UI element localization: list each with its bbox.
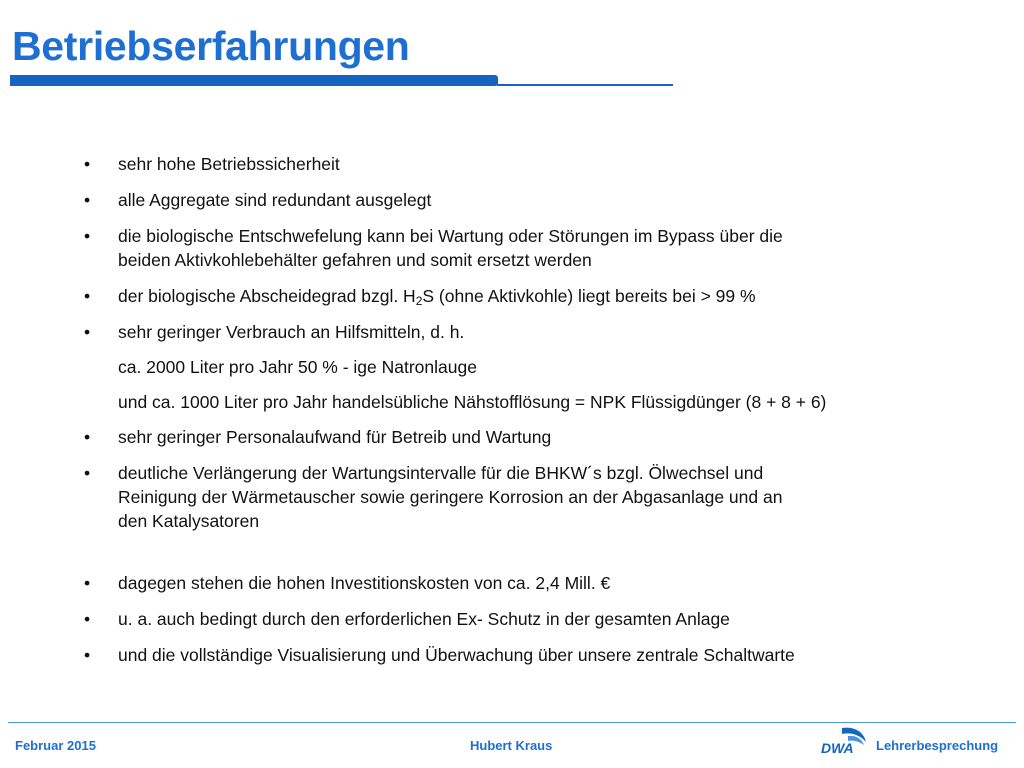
bullet-icon: • (84, 286, 91, 306)
sub-item-text: ca. 2000 Liter pro Jahr 50 % - ige Natronlauge (118, 357, 477, 377)
bullet-icon: • (84, 645, 91, 665)
bullet-item (84, 425, 964, 449)
bullet-text-line: Reinigung der Wärmetauscher sowie geringere Korrosion an der Abgasanlage und an (118, 487, 783, 507)
sub-item (84, 355, 964, 379)
slide-title: Betriebserfahrungen (12, 23, 410, 69)
bullet-icon: • (84, 322, 91, 342)
bullet-text: u. a. auch bedingt durch den erforderlichen Ex- Schutz in der gesamten Anlage (118, 609, 730, 629)
bullet-text-part: der biologische Abscheidegrad bzgl. H (118, 286, 416, 306)
bullet-icon: • (84, 463, 91, 483)
bullet-text (118, 286, 756, 306)
logo-text: DWA (821, 740, 854, 756)
bullet-icon: • (84, 573, 91, 593)
bullet-item (84, 643, 964, 667)
bullet-text-line: den Katalysatoren (118, 511, 260, 531)
bullet-list (84, 152, 964, 667)
bullet-text-line: deutliche Verlängerung der Wartungsintervalle für die BHKW´s bzgl. Ölwechsel und (118, 463, 764, 483)
bullet-text: sehr geringer Verbrauch an Hilfsmitteln, d. h. (118, 322, 465, 342)
dwa-logo-icon (820, 726, 870, 756)
bullet-item (84, 224, 964, 272)
footer-date: Februar 2015 (15, 738, 96, 753)
bullet-item (84, 284, 964, 308)
bullet-item (84, 188, 964, 212)
bullet-text: und die vollständige Visualisierung und Überwachung über unsere zentrale Schaltwarte (118, 645, 795, 665)
bullet-item (84, 152, 964, 176)
bullet-text: dagegen stehen die hohen Investitionskosten von ca. 2,4 Mill. € (118, 573, 611, 593)
footer-event: Lehrerbesprechung (876, 738, 999, 753)
bullet-text: sehr geringer Personalaufwand für Betreib und Wartung (118, 427, 552, 447)
footer-divider (8, 722, 1016, 723)
bullet-icon: • (84, 226, 91, 246)
title-underline-bar (10, 75, 498, 86)
bullet-icon: • (84, 154, 91, 174)
bullet-item (84, 607, 964, 631)
subscript: 2 (415, 294, 423, 308)
footer-author: Hubert Kraus (470, 738, 553, 753)
bullet-icon: • (84, 190, 91, 210)
bullet-text: sehr hohe Betriebssicherheit (118, 154, 340, 174)
sub-item (84, 390, 964, 414)
bullet-text-part: S (ohne Aktivkohle) liegt bereits bei > 99 % (422, 286, 756, 306)
bullet-item (84, 461, 964, 533)
bullet-text-line: beiden Aktivkohlebehälter gefahren und somit ersetzt werden (118, 250, 592, 270)
title-underline-line (497, 84, 673, 86)
bullet-item (84, 571, 964, 595)
bullet-icon: • (84, 609, 91, 629)
sub-item-text: und ca. 1000 Liter pro Jahr handelsübliche Nähstofflösung = NPK Flüssigdünger (8 + 8 + 6) (118, 392, 827, 412)
bullet-item (84, 320, 964, 344)
bullet-text-line: die biologische Entschwefelung kann bei Wartung oder Störungen im Bypass über die (118, 226, 783, 246)
bullet-text: alle Aggregate sind redundant ausgelegt (118, 190, 432, 210)
bullet-icon: • (84, 427, 91, 447)
